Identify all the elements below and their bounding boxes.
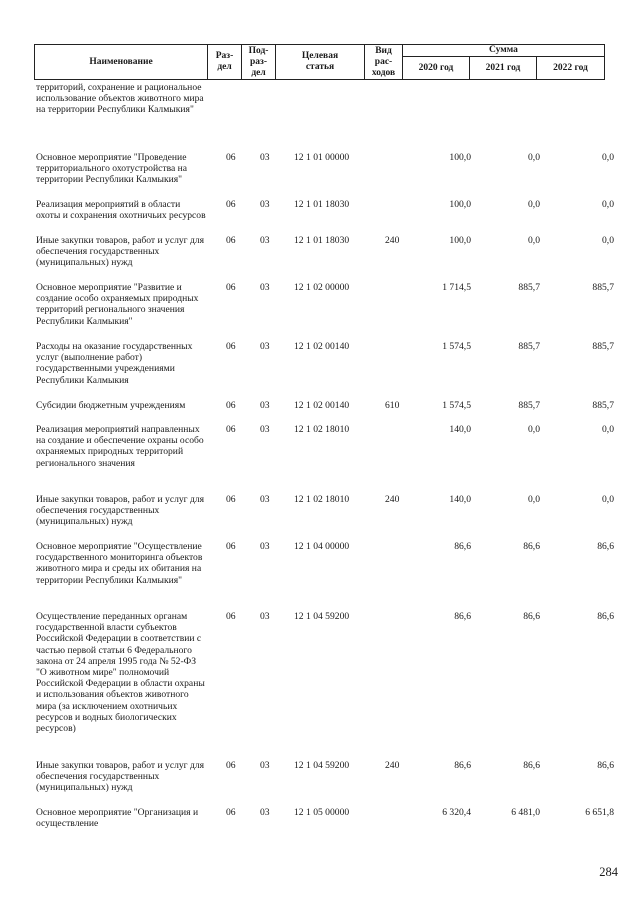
row-tselevaya: 12 1 02 00140 <box>294 341 350 352</box>
table-row <box>36 282 614 339</box>
row-2020: 6 320,4 <box>442 807 471 818</box>
row-2020: 86,6 <box>454 541 471 552</box>
row-2021: 86,6 <box>523 760 540 771</box>
row-name: Осуществление переданных органам государственной власти субъектов Российской Федерации в соответствии с частью первой статьи 6 Федерального закона от 24 апреля 1995 года № 52-ФЗ "О животном мире" полномочий Российской Федерации в области охраны и использования объектов животного мира (за исключением охотничьих ресурсов и водных биологических ресурсов) <box>36 611 205 735</box>
row-2020: 100,0 <box>449 235 471 246</box>
row-2020: 1 574,5 <box>442 400 471 411</box>
row-tselevaya: 12 1 01 18030 <box>294 235 350 246</box>
row-tselevaya: 12 1 01 18030 <box>294 199 350 210</box>
row-name: Иные закупки товаров, работ и услуг для обеспечения государственных (муниципальных) нужд <box>36 760 205 794</box>
table-row <box>36 541 614 609</box>
row-name: Основное мероприятие "Проведение территориального охотустройства на территории Республики Калмыкия" <box>36 152 188 186</box>
row-2021: 0,0 <box>528 424 540 435</box>
row-2021: 6 481,0 <box>511 807 540 818</box>
row-2022: 86,6 <box>597 541 614 552</box>
col-header-2020: 2020 год <box>403 57 470 80</box>
row-podrazdel: 03 <box>260 807 270 818</box>
row-2021: 0,0 <box>528 199 540 210</box>
row-name: Иные закупки товаров, работ и услуг для обеспечения государственных (муниципальных) нужд <box>36 494 205 528</box>
row-podrazdel: 03 <box>260 760 270 771</box>
row-tselevaya: 12 1 04 59200 <box>294 760 350 771</box>
row-vid: 240 <box>385 494 400 505</box>
row-2020: 1 574,5 <box>442 341 471 352</box>
row-2022: 0,0 <box>602 494 614 505</box>
row-podrazdel: 03 <box>260 424 270 435</box>
row-2020: 100,0 <box>449 199 471 210</box>
row-podrazdel: 03 <box>260 341 270 352</box>
table-row <box>36 152 614 197</box>
row-2022: 86,6 <box>597 760 614 771</box>
row-name: Реализация мероприятий направленных на создание и обеспечение охраны особо охраняемых природных территорий регионального значения <box>36 424 204 469</box>
row-razdel: 06 <box>226 341 236 352</box>
row-2021: 0,0 <box>528 152 540 163</box>
table-row <box>36 82 614 150</box>
row-podrazdel: 03 <box>260 199 270 210</box>
row-2022: 6 651,8 <box>585 807 614 818</box>
row-razdel: 06 <box>226 199 236 210</box>
row-razdel: 06 <box>226 400 236 411</box>
row-2020: 100,0 <box>449 152 471 163</box>
row-2022: 86,6 <box>597 611 614 622</box>
col-header-2021: 2021 год <box>470 57 537 80</box>
row-2022: 0,0 <box>602 152 614 163</box>
row-2022: 885,7 <box>592 341 614 352</box>
row-2020: 86,6 <box>454 611 471 622</box>
row-vid: 610 <box>385 400 400 411</box>
row-tselevaya: 12 1 04 00000 <box>294 541 350 552</box>
row-tselevaya: 12 1 04 59200 <box>294 611 350 622</box>
row-razdel: 06 <box>226 282 236 293</box>
row-razdel: 06 <box>226 235 236 246</box>
row-vid: 240 <box>385 760 400 771</box>
row-podrazdel: 03 <box>260 282 270 293</box>
row-vid: 240 <box>385 235 400 246</box>
row-2021: 86,6 <box>523 611 540 622</box>
row-name: территорий, сохранение и рациональное использование объектов животного мира на территории Республики Калмыкия" <box>36 82 204 116</box>
table-row <box>36 400 614 422</box>
row-podrazdel: 03 <box>260 541 270 552</box>
row-razdel: 06 <box>226 494 236 505</box>
row-2020: 140,0 <box>449 494 471 505</box>
table-row <box>36 760 614 805</box>
row-2020: 86,6 <box>454 760 471 771</box>
table-row <box>36 199 614 233</box>
col-header-tselevaya: Целевая статья <box>276 45 365 80</box>
row-name: Основное мероприятие "Организация и осуществление <box>36 807 199 830</box>
row-tselevaya: 12 1 02 00140 <box>294 400 350 411</box>
col-header-summa: Сумма <box>403 45 605 57</box>
header-table <box>34 44 605 80</box>
row-name: Основное мероприятие "Осуществление государственного мониторинга объектов животного мира и среды их обитания на территории Республики Калмыкия" <box>36 541 203 586</box>
row-tselevaya: 12 1 02 00000 <box>294 282 350 293</box>
table-row <box>36 807 614 831</box>
row-2021: 0,0 <box>528 494 540 505</box>
row-name: Расходы на оказание государственных услуг (выполнение работ) государственными учреждениями Республики Калмыкия <box>36 341 193 386</box>
row-podrazdel: 03 <box>260 611 270 622</box>
row-2022: 885,7 <box>592 400 614 411</box>
table-row <box>36 494 614 539</box>
row-razdel: 06 <box>226 541 236 552</box>
row-2022: 0,0 <box>602 235 614 246</box>
table-row <box>36 341 614 398</box>
row-2020: 1 714,5 <box>442 282 471 293</box>
row-2021: 885,7 <box>518 282 540 293</box>
row-2020: 140,0 <box>449 424 471 435</box>
row-razdel: 06 <box>226 760 236 771</box>
col-header-podrazdel: Под- раз- дел <box>242 45 276 80</box>
row-podrazdel: 03 <box>260 235 270 246</box>
row-podrazdel: 03 <box>260 400 270 411</box>
table-body <box>36 82 614 833</box>
col-header-name: Наименование <box>35 45 208 80</box>
row-name: Субсидии бюджетным учреждениям <box>36 400 186 411</box>
col-header-2022: 2022 год <box>537 57 605 80</box>
row-tselevaya: 12 1 02 18010 <box>294 494 350 505</box>
row-name: Реализация мероприятий в области охоты и сохранения охотничьих ресурсов <box>36 199 206 222</box>
row-2021: 0,0 <box>528 235 540 246</box>
row-razdel: 06 <box>226 424 236 435</box>
table-row <box>36 611 614 758</box>
row-razdel: 06 <box>226 152 236 163</box>
row-tselevaya: 12 1 05 00000 <box>294 807 350 818</box>
col-header-vid: Вид рас- ходов <box>365 45 403 80</box>
table-row <box>36 424 614 492</box>
row-2021: 86,6 <box>523 541 540 552</box>
row-2021: 885,7 <box>518 341 540 352</box>
row-2022: 0,0 <box>602 424 614 435</box>
row-name: Основное мероприятие "Развитие и создание особо охраняемых природных территорий регионального значения Республики Калмыкия" <box>36 282 199 327</box>
col-header-razdel: Раз- дел <box>208 45 242 80</box>
table-row <box>36 235 614 280</box>
row-razdel: 06 <box>226 611 236 622</box>
row-2022: 885,7 <box>592 282 614 293</box>
row-2022: 0,0 <box>602 199 614 210</box>
row-tselevaya: 12 1 02 18010 <box>294 424 350 435</box>
row-tselevaya: 12 1 01 00000 <box>294 152 350 163</box>
row-razdel: 06 <box>226 807 236 818</box>
row-podrazdel: 03 <box>260 152 270 163</box>
page-number: 284 <box>599 865 618 879</box>
row-name: Иные закупки товаров, работ и услуг для обеспечения государственных (муниципальных) нужд <box>36 235 205 269</box>
row-2021: 885,7 <box>518 400 540 411</box>
row-podrazdel: 03 <box>260 494 270 505</box>
